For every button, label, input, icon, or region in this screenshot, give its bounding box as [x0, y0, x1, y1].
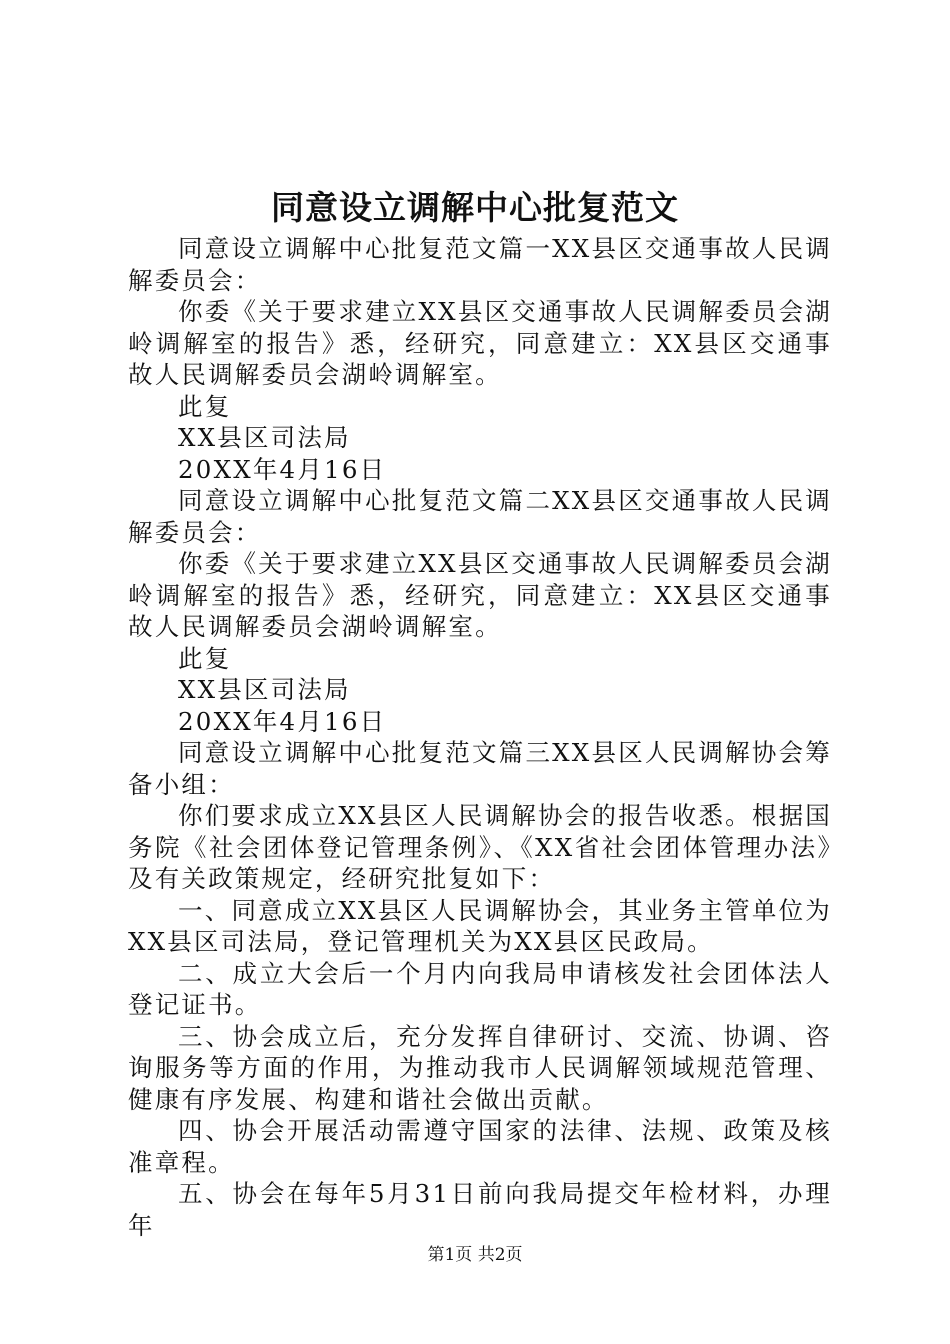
paragraph-3: 此复: [178, 391, 232, 421]
paragraph-13: 一、同意成立XX县区人民调解协会，其业务主管单位为XX县区司法局，登记管理机关为XX县区民政局。: [128, 895, 832, 956]
paragraph-16: 四、协会开展活动需遵守国家的法律、法规、政策及核准章程。: [128, 1116, 832, 1177]
document-body: [128, 233, 832, 1241]
paragraph-4: XX县区司法局: [178, 423, 351, 452]
paragraph-6: 同意设立调解中心批复范文篇二XX县区交通事故人民调解委员会：: [128, 486, 832, 547]
paragraph-11: 同意设立调解中心批复范文篇三XX县区人民调解协会筹备小组：: [128, 738, 832, 799]
page-number-footer: 第1页 共2页: [427, 1245, 523, 1265]
paragraph-7: 你委《关于要求建立XX县区交通事故人民调解委员会湖岭调解室的报告》悉，经研究，同意建立：XX县区交通事故人民调解委员会湖岭调解室。: [128, 549, 832, 641]
paragraph-1: 同意设立调解中心批复范文篇一XX县区交通事故人民调解委员会：: [128, 234, 832, 295]
paragraph-5: 20XX年4月16日: [178, 454, 387, 484]
paragraph-10: 20XX年4月16日: [178, 706, 387, 736]
paragraph-17: 五、协会在每年5月31日前向我局提交年检材料，办理年: [128, 1179, 832, 1240]
paragraph-9: XX县区司法局: [178, 675, 351, 704]
document-title: 同意设立调解中心批复范文: [271, 188, 679, 227]
paragraph-8: 此复: [178, 643, 232, 673]
paragraph-14: 二、成立大会后一个月内向我局申请核发社会团体法人登记证书。: [128, 958, 832, 1019]
paragraph-15: 三、协会成立后，充分发挥自律研讨、交流、协调、咨询服务等方面的作用，为推动我市人民调解领域规范管理、健康有序发展、构建和谐社会做出贡献。: [128, 1021, 832, 1114]
paragraph-12: 你们要求成立XX县区人民调解协会的报告收悉。根据国务院《社会团体登记管理条例》、《XX省社会团体管理办法》及有关政策规定，经研究批复如下：: [128, 801, 832, 893]
paragraph-2: 你委《关于要求建立XX县区交通事故人民调解委员会湖岭调解室的报告》悉，经研究，同意建立：XX县区交通事故人民调解委员会湖岭调解室。: [128, 297, 832, 389]
